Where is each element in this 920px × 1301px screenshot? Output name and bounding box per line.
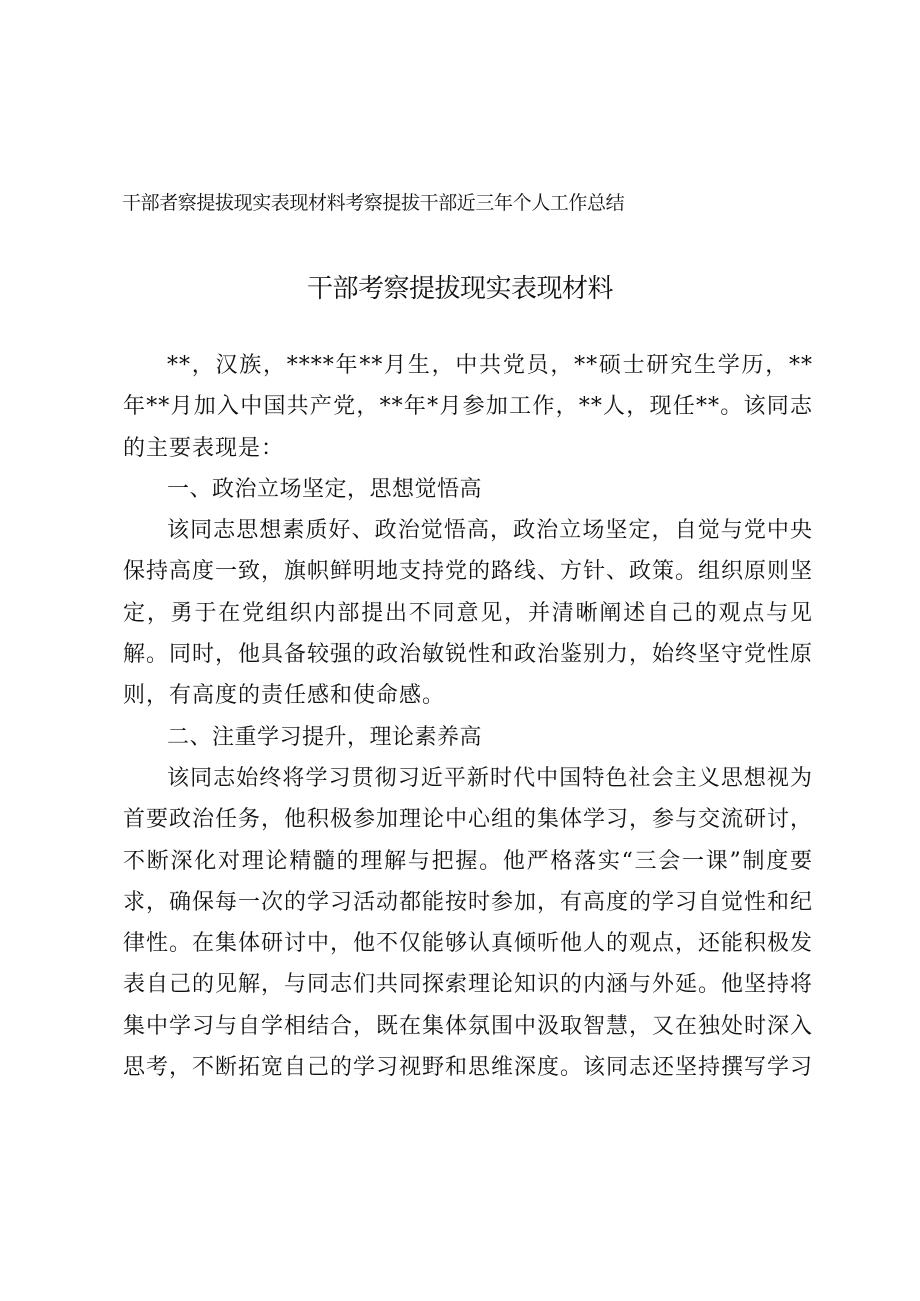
section-heading-1: 一、政治立场坚定，思想觉悟高 xyxy=(167,476,483,502)
section-paragraph-1: 该同志思想素质好、政治觉悟高，政治立场坚定，自觉与党中央保持高度一致，旗帜鲜明地支持党的路线、方针、政策。组织原则坚定，勇于在党组织内部提出不同意见，并清晰阐述自己的观点与见解。同时，他具备较强的政治敏锐性和政治鉴别力，始终坚守党性原则，有高度的责任感和使命感。 xyxy=(123,518,814,709)
intro-paragraph: **，汉族，****年**月生，中共党员，**硕士研究生学历，**年**月加入中国共产党，**年*月参加工作，**人，现任**。该同志的主要表现是： xyxy=(123,353,813,461)
section-heading-2: 二、注重学习提升，理论素养高 xyxy=(167,724,483,750)
document-body xyxy=(123,345,813,1088)
section-paragraph-2: 该同志始终将学习贯彻习近平新时代中国特色社会主义思想视为首要政治任务，他积极参加理论中心组的集体学习，参与交流研讨，不断深化对理论精髓的理解与把握。他严格落实“三会一课”制度要求，确保每一次的学习活动都能按时参加，有高度的学习自觉性和纪律性。在集体研讨中，他不仅能够认真倾听他人的观点，还能积极发表自己的见解，与同志们共同探索理论知识的内涵与外延。他坚持将集中学习与自学相结合，既在集体氛围中汲取智慧，又在独处时深入思考，不断拓宽自己的学习视野和思维深度。该同志还坚持撰写学习 xyxy=(123,765,814,1081)
document-header: 干部者察提拔现实表现材料考察提拔干部近三年个人工作总结 xyxy=(122,192,625,214)
document-title: 干部考察提拔现实表现材料 xyxy=(306,274,613,304)
